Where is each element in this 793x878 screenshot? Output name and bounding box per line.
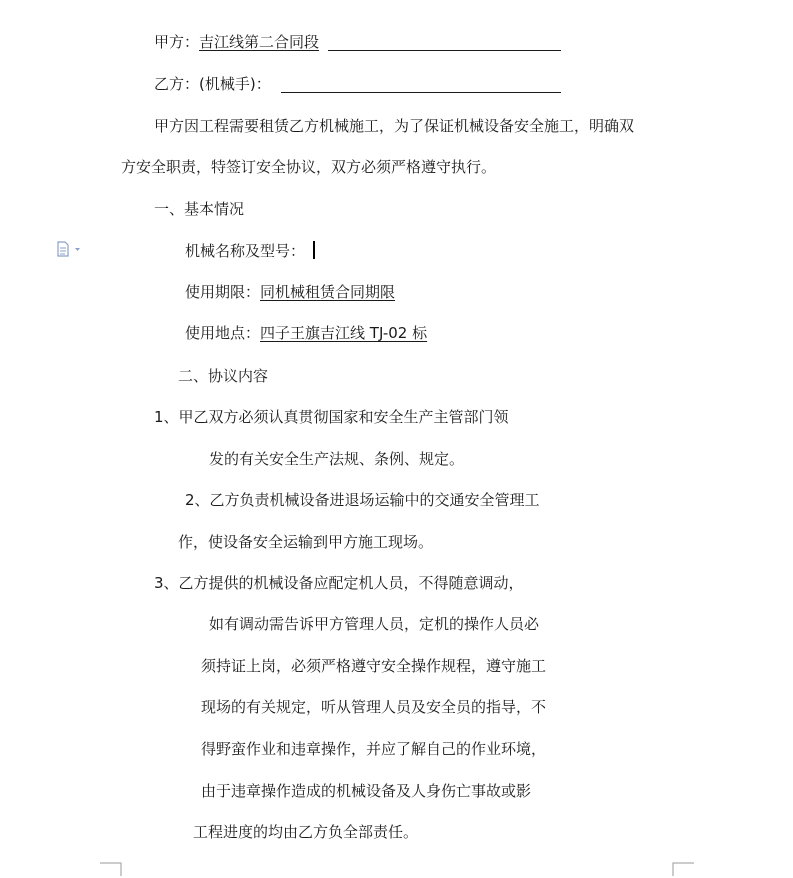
party-a-line xyxy=(154,32,319,52)
clause-3-line-2: 如有调动需告诉甲方管理人员，定机的操作人员必 xyxy=(209,615,540,633)
page-corner-mark-left xyxy=(100,862,122,876)
clause-3-line-3: 须持证上岗，必须严格遵守安全操作规程，遵守施工 xyxy=(201,657,547,675)
usage-location-label: 使用地点： xyxy=(185,324,261,342)
section-2-heading: 二、协议内容 xyxy=(178,367,269,385)
clause-2-line-1: 2、乙方负责机械设备进退场运输中的交通安全管理工 xyxy=(185,491,540,509)
clause-1-line-1: 1、甲乙双方必须认真贯彻国家和安全生产主管部门领 xyxy=(154,408,509,426)
clause-3-line-6: 由于违章操作造成的机械设备及人身伤亡事故或影 xyxy=(201,782,532,800)
usage-period-label: 使用期限： xyxy=(185,283,261,301)
party-a-label: 甲方： xyxy=(154,33,200,51)
intro-line-1: 甲方因工程需要租赁乙方机械施工，为了保证机械设备安全施工，明确双 xyxy=(154,117,635,135)
clause-1-line-2: 发的有关安全生产法规、条例、规定。 xyxy=(209,450,465,468)
machine-name-line xyxy=(185,241,305,261)
section-1-heading: 一、基本情况 xyxy=(154,200,245,218)
clause-3-line-4: 现场的有关规定，听从管理人员及安全员的指导，不 xyxy=(201,698,547,716)
text-cursor xyxy=(313,241,315,259)
usage-location-line xyxy=(185,323,427,343)
party-a-value: 吉江线第二合同段 xyxy=(199,33,320,51)
party-b-label: 乙方：(机械手)： xyxy=(154,75,271,93)
document-dropdown-icon[interactable] xyxy=(56,241,84,257)
intro-line-2: 方安全职责，特签订安全协议，双方必须严格遵守执行。 xyxy=(121,158,497,176)
machine-name-label: 机械名称及型号： xyxy=(185,242,306,260)
party-b-underline xyxy=(281,92,561,93)
clause-3-line-7: 工程进度的均由乙方负全部责任。 xyxy=(193,823,419,841)
usage-location-value: 四子王旗吉江线 TJ-02 标 xyxy=(260,324,428,342)
party-b-line xyxy=(154,74,271,94)
clause-2-line-2: 作，使设备安全运输到甲方施工现场。 xyxy=(178,533,434,551)
usage-period-line xyxy=(185,282,395,302)
party-a-underline xyxy=(328,50,561,51)
page-corner-mark-right xyxy=(672,862,694,876)
usage-period-value: 同机械租赁合同期限 xyxy=(260,283,396,301)
clause-3-line-5: 得野蛮作业和违章操作，并应了解自己的作业环境， xyxy=(201,740,547,758)
clause-3-line-1: 3、乙方提供的机械设备应配定机人员，不得随意调动， xyxy=(154,574,524,592)
